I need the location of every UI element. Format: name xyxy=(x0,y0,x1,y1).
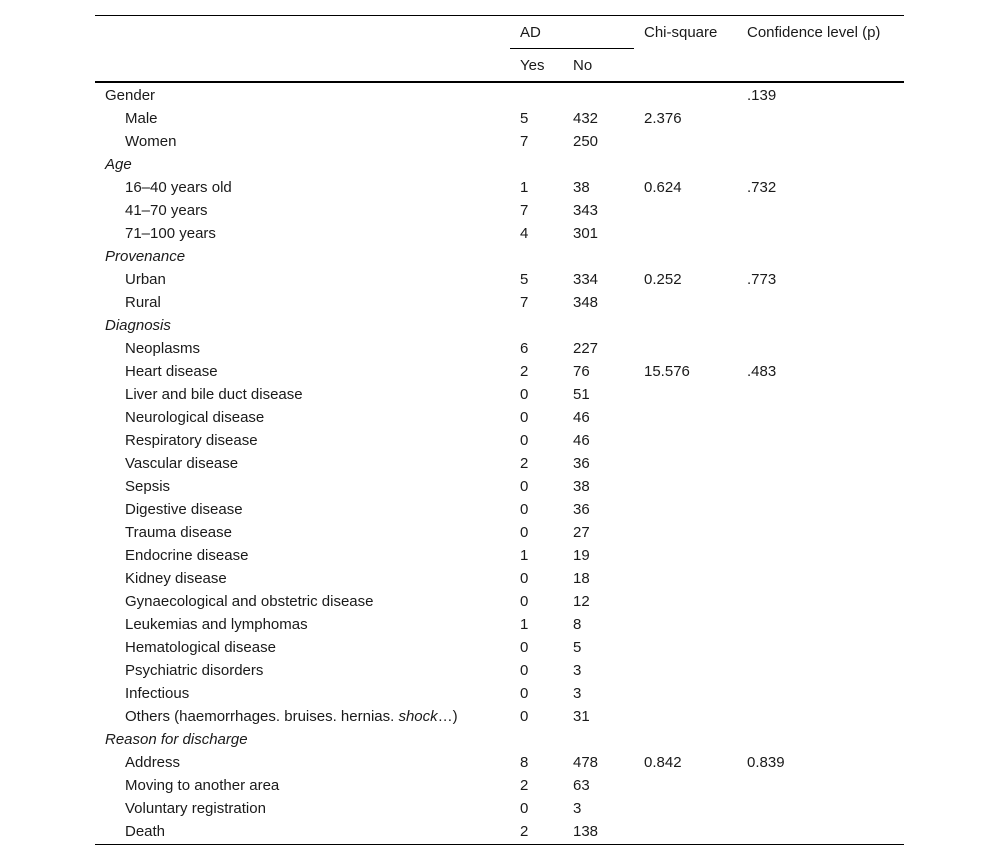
section-label: Gender xyxy=(105,87,156,104)
cell-p-value: .732 xyxy=(747,179,777,196)
table-row xyxy=(95,452,904,475)
cell-yes: 0 xyxy=(520,524,529,541)
cell-no: 38 xyxy=(573,179,590,196)
row-label: Vascular disease xyxy=(125,455,239,472)
cell-yes: 0 xyxy=(520,386,529,403)
row-label: Liver and bile duct disease xyxy=(125,386,303,403)
row-label: Trauma disease xyxy=(125,524,232,541)
cell-yes: 1 xyxy=(520,547,529,564)
cell-no: 343 xyxy=(573,202,599,219)
cell-yes: 2 xyxy=(520,777,529,794)
table-row xyxy=(95,475,904,498)
section-row xyxy=(95,314,904,337)
cell-no: 36 xyxy=(573,501,590,518)
cell-no: 5 xyxy=(573,639,582,656)
cell-yes: 2 xyxy=(520,455,529,472)
section-row xyxy=(95,153,904,176)
cell-no: 8 xyxy=(573,616,582,633)
cell-no: 51 xyxy=(573,386,590,403)
cell-no: 31 xyxy=(573,708,590,725)
row-label-text: Others (haemorrhages. bruises. hernias. xyxy=(125,708,399,725)
cell-chi-square: 15.576 xyxy=(644,363,690,380)
cell-no: 3 xyxy=(573,662,582,679)
row-label-tail: …) xyxy=(437,708,458,725)
cell-no: 63 xyxy=(573,777,590,794)
cell-no: 227 xyxy=(573,340,599,357)
cell-yes: 0 xyxy=(520,708,529,725)
row-label-italic: shock xyxy=(398,708,438,725)
cell-no: 38 xyxy=(573,478,590,495)
row-label: Women xyxy=(125,133,177,150)
table-row xyxy=(95,521,904,544)
cell-yes: 0 xyxy=(520,570,529,587)
cell-no: 19 xyxy=(573,547,590,564)
cell-no: 432 xyxy=(573,110,599,127)
table-row xyxy=(95,429,904,452)
section-label: Age xyxy=(105,156,132,173)
section-label: Diagnosis xyxy=(105,317,171,334)
row-label: Rural xyxy=(125,294,161,311)
table-row xyxy=(95,383,904,406)
cell-no: 250 xyxy=(573,133,599,150)
table-row xyxy=(95,774,904,797)
header-ad: AD xyxy=(520,24,541,41)
row-label: Moving to another area xyxy=(125,777,280,794)
cell-yes: 2 xyxy=(520,363,529,380)
row-label: Hematological disease xyxy=(125,639,276,656)
table-row xyxy=(95,705,904,728)
cell-yes: 0 xyxy=(520,639,529,656)
cell-yes: 0 xyxy=(520,409,529,426)
table-row xyxy=(95,337,904,360)
cell-yes: 0 xyxy=(520,478,529,495)
row-label: Urban xyxy=(125,271,166,288)
table-row xyxy=(95,498,904,521)
section-row xyxy=(95,245,904,268)
row-label: Sepsis xyxy=(125,478,171,495)
cell-chi-square: 2.376 xyxy=(644,110,682,127)
table-row xyxy=(95,268,904,291)
row-label: Psychiatric disorders xyxy=(125,662,264,679)
cell-yes: 6 xyxy=(520,340,529,357)
cell-no: 12 xyxy=(573,593,590,610)
cell-p-value: .139 xyxy=(747,87,777,104)
header-yes: Yes xyxy=(520,57,545,74)
header-row-1 xyxy=(95,16,904,49)
header-no: No xyxy=(573,57,593,74)
row-label: 16–40 years old xyxy=(125,179,232,196)
cell-chi-square: 0.624 xyxy=(644,179,682,196)
cell-p-value: .483 xyxy=(747,363,777,380)
row-label: Heart disease xyxy=(125,363,218,380)
cell-chi-square: 0.842 xyxy=(644,754,682,771)
cell-yes: 0 xyxy=(520,432,529,449)
table-row xyxy=(95,636,904,659)
cell-yes: 7 xyxy=(520,202,529,219)
cell-yes: 0 xyxy=(520,501,529,518)
section-label: Reason for discharge xyxy=(105,731,248,748)
row-label xyxy=(125,708,458,725)
table-row xyxy=(95,222,904,245)
cell-yes: 0 xyxy=(520,685,529,702)
table-row xyxy=(95,107,904,130)
row-label: 71–100 years xyxy=(125,225,216,242)
cell-no: 18 xyxy=(573,570,590,587)
row-label: Voluntary registration xyxy=(125,800,266,817)
cell-yes: 0 xyxy=(520,800,529,817)
row-label: Kidney disease xyxy=(125,570,227,587)
cell-yes: 1 xyxy=(520,616,529,633)
table-row xyxy=(95,130,904,153)
row-label: Respiratory disease xyxy=(125,432,258,449)
table-row xyxy=(95,199,904,222)
table-row xyxy=(95,682,904,705)
cell-yes: 7 xyxy=(520,294,529,311)
cell-no: 301 xyxy=(573,225,599,242)
header-chi-square: Chi-square xyxy=(644,24,718,41)
table-row xyxy=(95,567,904,590)
cell-p-value: .773 xyxy=(747,271,777,288)
cell-no: 46 xyxy=(573,409,590,426)
row-label: 41–70 years xyxy=(125,202,208,219)
table-row xyxy=(95,291,904,314)
cell-no: 348 xyxy=(573,294,599,311)
row-label: Address xyxy=(125,754,181,771)
row-label: Endocrine disease xyxy=(125,547,249,564)
cell-p-value: 0.839 xyxy=(747,754,785,771)
row-label: Death xyxy=(125,823,166,840)
data-table xyxy=(95,15,904,845)
cell-yes: 5 xyxy=(520,271,529,288)
table-row xyxy=(95,590,904,613)
row-label: Infectious xyxy=(125,685,190,702)
row-label: Male xyxy=(125,110,158,127)
section-label: Provenance xyxy=(105,248,186,265)
row-label: Gynaecological and obstetric disease xyxy=(125,593,374,610)
cell-yes: 1 xyxy=(520,179,529,196)
table-row xyxy=(95,820,904,843)
table-row xyxy=(95,360,904,383)
table-row xyxy=(95,176,904,199)
row-label: Leukemias and lymphomas xyxy=(125,616,308,633)
table-body xyxy=(95,83,904,844)
cell-no: 138 xyxy=(573,823,599,840)
cell-yes: 8 xyxy=(520,754,529,771)
table-row xyxy=(95,751,904,774)
cell-no: 3 xyxy=(573,800,582,817)
row-label: Neurological disease xyxy=(125,409,265,426)
cell-no: 36 xyxy=(573,455,590,472)
table-row xyxy=(95,406,904,429)
cell-no: 27 xyxy=(573,524,590,541)
cell-yes: 0 xyxy=(520,662,529,679)
table-row xyxy=(95,797,904,820)
cell-no: 478 xyxy=(573,754,599,771)
section-row xyxy=(95,84,904,107)
table-row xyxy=(95,659,904,682)
row-label: Digestive disease xyxy=(125,501,243,518)
cell-no: 76 xyxy=(573,363,590,380)
cell-no: 334 xyxy=(573,271,599,288)
cell-chi-square: 0.252 xyxy=(644,271,682,288)
cell-no: 46 xyxy=(573,432,590,449)
table-row xyxy=(95,613,904,636)
cell-no: 3 xyxy=(573,685,582,702)
cell-yes: 0 xyxy=(520,593,529,610)
section-row xyxy=(95,728,904,751)
row-label: Neoplasms xyxy=(125,340,201,357)
cell-yes: 4 xyxy=(520,225,529,242)
header-row-2 xyxy=(95,49,904,83)
cell-yes: 5 xyxy=(520,110,529,127)
table-row xyxy=(95,544,904,567)
cell-yes: 2 xyxy=(520,823,529,840)
cell-yes: 7 xyxy=(520,133,529,150)
header-confidence-level: Confidence level (p) xyxy=(747,24,881,41)
